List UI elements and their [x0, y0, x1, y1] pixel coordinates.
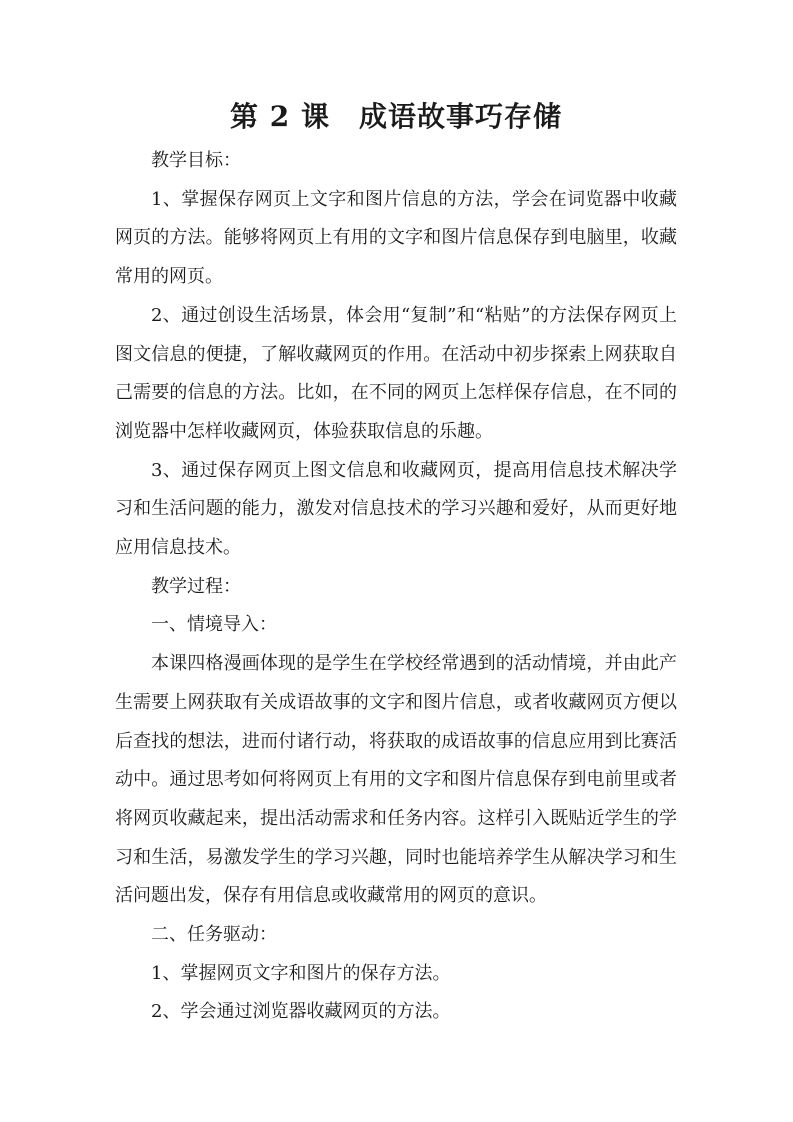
- section-heading-process: 教学过程：: [151, 575, 241, 597]
- page-title: 第 2 课 成语故事巧存储: [230, 100, 562, 133]
- intro-paragraph: 本课四格漫画体现的是学生在学校经常遇到的活动情境，并由此产生需要上网获取有关成语故事的文字和图片信息，或者收藏网页方便以后查找的想法，进而付诸行动，将获取的成语故事的信息应用到比赛活动中。通过思考如何将网页上有用的文字和图片信息保存到电前里或者将网页收藏起来，提出活动需求和任务内容。这样引入既贴近学生的学习和生活，易激发学生的学习兴趣，同时也能培养学生从解决学习和生活问题出发，保存有用信息或收藏常用的网页的意识。: [115, 653, 677, 907]
- subheading-intro: 一、情境导入：: [151, 614, 277, 636]
- objective-3: 3、通过保存网页上图文信息和收藏网页，提高用信息技术解决学习和生活问题的能力，激发对信息技术的学习兴趣和爱好，从而更好地应用信息技术。: [115, 459, 677, 559]
- task-2: 2、学会通过浏览器收藏网页的方法。: [151, 1001, 451, 1023]
- section-heading-objectives: 教学目标：: [151, 150, 241, 171]
- task-1: 1、掌握网页文字和图片的保存方法。: [151, 962, 451, 984]
- objective-1: 1、掌握保存网页上文字和图片信息的方法，学会在词览器中收藏网页的方法。能够将网页上有用的文字和图片信息保存到电脑里，收藏常用的网页。: [115, 188, 677, 288]
- subheading-tasks: 二、任务驱动：: [151, 924, 277, 946]
- document-page: [115, 96, 677, 1032]
- objective-2: 2、通过创设生活场景，体会用“复制”和“粘贴”的方法保存网页上图文信息的便捷，了解收藏网页的作用。在活动中初步探索上网获取自己需要的信息的方法。比如，在不同的网页上怎样保存信息，在不同的浏览器中怎样收藏网页，体验获取信息的乐趣。: [115, 304, 677, 442]
